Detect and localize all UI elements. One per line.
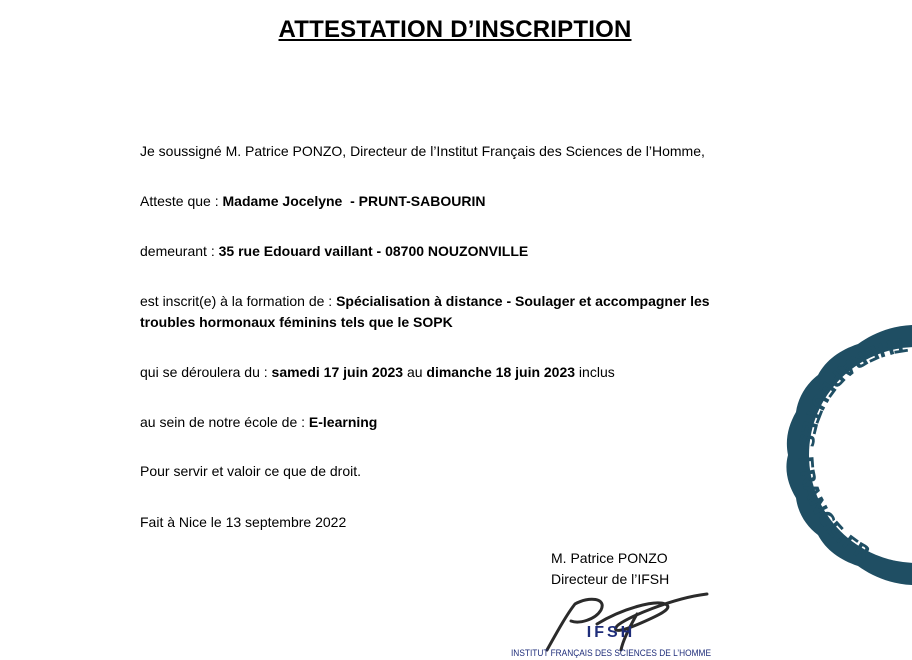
place-date-line: Fait à Nice le 13 septembre 2022 [140, 514, 347, 530]
address-value: 35 rue Edouard vaillant - 08700 NOUZONVILLE [218, 243, 529, 259]
dates-label: qui se déroulera du : [140, 364, 272, 380]
closing-line: Pour servir et valoir ce que de droit. [140, 463, 361, 479]
dates-middle: au [403, 364, 427, 380]
logo-acronym: IFSH [586, 624, 636, 641]
intro-paragraph: Je soussigné M. Patrice PONZO, Directeur de l’Institut Français des Sciences de l’Homme, [140, 143, 705, 159]
training-value-line2: troubles hormonaux féminins tels que le SOPK [140, 314, 453, 330]
document-title: ATTESTATION D’INSCRIPTION [278, 16, 632, 43]
end-date: dimanche 18 juin 2023 [426, 364, 576, 380]
attest-line [140, 191, 485, 212]
signatory-role: Directeur de l’IFSH [551, 571, 670, 587]
training-value-line1: Spécialisation à distance - Soulager et accompagner les [336, 293, 710, 309]
school-line [140, 412, 377, 433]
logo-full-name: INSTITUT FRANÇAIS DES SCIENCES DE L’HOMME [511, 648, 711, 659]
stamp-seal [780, 320, 912, 590]
dates-suffix: inclus [575, 364, 615, 380]
training-line [140, 291, 710, 333]
signature-stroke [547, 594, 707, 650]
student-name: Madame Jocelyne - PRUNT-SABOURIN [222, 193, 486, 209]
address-line [140, 241, 528, 262]
dates-line [140, 362, 615, 383]
school-value: E-learning [308, 414, 378, 430]
signatory-name: M. Patrice PONZO [551, 550, 668, 566]
address-label: demeurant : [140, 243, 219, 259]
attest-label: Atteste que : [140, 193, 223, 209]
training-label: est inscrit(e) à la formation de : [140, 293, 337, 309]
start-date: samedi 17 juin 2023 [271, 364, 404, 380]
ifsh-logo [505, 590, 720, 660]
stamp-text: THERAPEUTES-FRANCE.FR [793, 332, 909, 566]
school-label: au sein de notre école de : [140, 414, 309, 430]
